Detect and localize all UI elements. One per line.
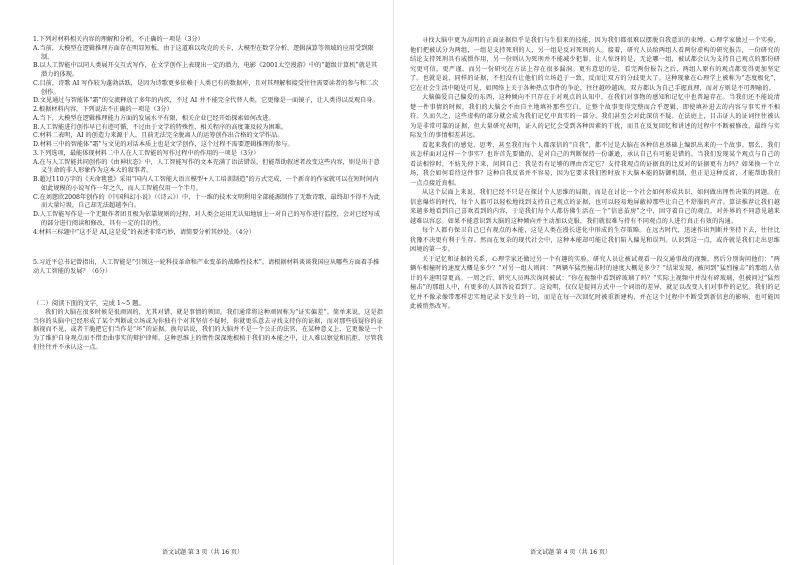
page-footer: 语文试题 第 4 页（共 16 页）: [530, 549, 611, 556]
question-5: [33, 259, 383, 277]
question-2: [33, 106, 383, 150]
option-b: B.超过110万字的《天命毯毯》采用“国内人工智能大语言模型+人工培训制造”的方式完成，一个新奇的作家就可以在短时间内如此规模的小说写作一年之久，而人工智能仅用一个半月。: [33, 176, 379, 192]
option-c: C.目前，诗歌 AI 写作较为蓬勃活跃，是因为诗歌更多依赖于人类已有的数据库，且对其理解和接受往往需要读者的参与和二次创作。: [33, 79, 379, 96]
option-a: A.在与人工智能共同创作的《由神状态》中，人工智能写作的文本充满了语法错误，但能帮助叙述者改变这些内容，则是出于意义生命的非人形象作为这本大的叙事者。: [33, 158, 380, 175]
reading-title: （二）阅读下面的文字，完成 1~5 题。: [33, 299, 145, 307]
question-3: [33, 150, 383, 229]
passage-paragraph: 看起来我们的感觉、思考，甚至我们每个人都深信的“自我”，都不过是大脑在各种信息基础上编织出来的一个故事。那么，我们该怎样面对这样一个事实？也许首先要做的，是对自己的判断保持一份谦逊，承认自己有可能是错的。当我们发现某个观点与自己的看法相悖时，不妨先停下来，问问自己：我是否有足够的理由否定它？支持我观点的证据真的比反对的证据更有力吗？如果换一个立场，我会如何看待这件事？这种自我反省并不容易，因为它要求我们暂时放下大脑本能的防御机制，但正是这种反省，才能帮助我们一点点接近真相。: [410, 141, 780, 187]
passage-column: [410, 36, 780, 312]
question-4: [33, 229, 383, 238]
passage-paragraph: 寻找大脑中更为高明的正面证据似乎是我们与生俱来的技能，因为我们都很难以摆脱自我意识的束缚。心理学家做过一个实验，他们把被试分为两组，一组是支持死刑的人，另一组是反对死刑的人。接着，研究人员给两组人看两份虚构的研究报告，一份研究的结论支持死刑具有威慑作用，另一份则认为死刑并不能减少犯罪。让人惊讶的是，无论哪一组，被试都会认为支持自己观点的那份研究更可信，更严谨，而另一份研究在方法上存在很多漏洞。更有意思的是，看完两份报告之后，两组人原有的观点都变得更加坚定了。也就是说，同样的证据，不但没有让他们的立场趋于一致，反而让双方的分歧更大了。这种现象在心理学上被称为“态度极化”，它在社会生活中随处可见，如网络上关于各种热点事件的争论，往往越吵越凶，双方都认为自己手握真理，而对方则是不可理喻的。: [410, 37, 780, 92]
option-a: A.当前，大模型在逻辑推理方面存在明显短板，由于这道难以攻克的关卡，大模型在数学分析、逻辑演算等领域的应用受到限制。: [33, 44, 374, 61]
question-stem: 2.根据材料内容，下列说法不正确的一项是（3分）: [33, 106, 173, 113]
question-1: [33, 36, 383, 106]
passage-paragraph: 关于记忆和证据的关系，心理学家还做过另一个有趣的实验。研究人员让被试观看一段交通事故的视频，然后分别询问他们：“两辆车相撞时的速度大概是多少？”对另一组人则问：“两辆车猛烈撞击时的速度大概是多少？”结果发现，被问到“猛烈撞击”的那组人估计的车速明显更高。一周之后，研究人员再次询问被试：“你在视频中看到碎玻璃了吗？”实际上视频中并没有碎玻璃，但被问过“猛烈撞击”的那组人中，有更多的人回答说看到了。这说明，仅仅是提问方式中一个词语的差异，就足以改变人们对事件的记忆。我们的记忆并不像录像带那样忠实地记录下发生的一切，而是在每一次回忆时被重新建构，并在这个过程中不断受到新信息的影响，也可能因此被悄然改写。: [410, 255, 780, 310]
option-d: D.材料三中的智能体“霜”与文见的对话本质上也是文学创作，这个过程不需要逻辑推理的参与。: [33, 141, 294, 148]
question-stem: 3.下列选项，最能体现材料二中人在人工智能的写作过程中的作用的一项是（3分）: [33, 149, 260, 157]
option-d: D.人工智能写作是一个无限作者团且极为依靠规则的过程，对人类会运用无认知地加上一对自己的写作进行监控，会对已经写成的部分进行阅读和修改，具有一定的目的性。: [33, 211, 381, 227]
option-c: C.材料二表明，AI 的创造力来源于人，且前无法完全脱离人的运筹创作出合格的文学作品。: [33, 132, 284, 140]
questions-column: [33, 36, 383, 353]
page-footer: 语文试题 第 3 页（共 16 页）: [162, 549, 243, 556]
reading-paragraph: 我们的大脑在很多时候是很顽固的，尤其对错，就是事情的领回。我们通常将这种顽固称为“证实偏差”。简单来说，这是指当你的头脑中已经形成了某个判断或立场或为你独有个对其坚信不疑时，你就更乐意去寻找支持你的证据，而对那些质疑你的证据视而不见、或者干脆把它们当作是“坏”的证据。换句话说，我们的大脑并不是一个公正的法官，在某种意义上，它更像是一个为了维护自身观点而不惜歪曲事实的辩护律师。这种思维上的惰性深深地根植于我们的本能之中，让人难以察觉和抗拒，尽管我们往往并不承认这一点。: [33, 308, 383, 352]
passage-paragraph: 每个人都有保卫自己已有观点的本能，这是人类在漫长进化中形成的生存策略。在远古时代，迅速作出判断并坚持下去，往往比犹豫不决更有利于生存。然而在复杂的现代社会中，这种本能却可能让我们陷入偏见和误判。认识到这一点，或许就是我们走出思维困境的第一步。: [410, 227, 780, 253]
left-page: [0, 0, 390, 565]
option-d: D.文见通过与智能体“霜”的交流释放了多年的内疚，不过 AI 并不能完全代替人类，它更像是一面镜子，让人类得以反观自身。: [33, 97, 379, 105]
page-gutter: [393, 0, 394, 565]
option-c: C.在刘慈欣2008年创作的《中国科幻小说》（《诗云》）中，十一维的技术文明利用全部能源制作了无数诗歌，最终却不得不为此而大量垃圾，自己却无法超越李白。: [33, 193, 381, 210]
option-b: B.以人工智能中以同人类展开交互式写作，在文学创作上表现出一定的潜力，电影《2001太空漫游》中的“超级计算机”就是其潜力的体现。: [33, 62, 378, 78]
question-stem: 4.材料三标题中“这不是 AI,这是爱”的表述非常巧妙，请简要分析其妙处。（4分）: [33, 228, 255, 236]
option-a: A.当下，大模型在逻辑推理能力方面的发展水平有限，相关企业已经开始探索如何改进。: [33, 114, 275, 122]
right-page: [398, 0, 794, 565]
passage-paragraph: 大脑偏爱自己偏爱的东西，这种倾向不只存在于对观点的认知中，在我们对事物的感知和记忆中也普遍存在。当我们还不能说清楚一件事情的时候，我们的大脑会不由自主地填补那些空白，让整个故事变得完整而合乎逻辑，即使填补进去的内容与事实并不相符。久而久之，这些虚构的部分就会成为我们记忆中真实的一部分，我们甚至会对此深信不疑。在法庭上，目击证人的证词往往被认为是非常可靠的证据，但大量研究表明，证人的记忆会受到各种因素的干扰，而且在反复回忆和讲述的过程中不断被修改，最终与实际发生的事情相差甚远。: [410, 94, 780, 139]
question-stem: 1.下列对材料相关内容的理解和分析，不正确的一项是（3分）: [33, 36, 204, 43]
passage-paragraph: 从这个层面上来说，我们已经不只是在探讨个人思维的局限，而是在讨论一个社会如何形成共识、如何做出理性决策的问题。在信息爆炸的时代，每个人都可以轻松地找到支持自己观点的证据，也可以轻易地屏蔽掉那些让自己不舒服的声音。算法推荐让我们越来越多地看到自己喜欢看到的内容，于是我们每个人都仿佛生活在一个“信息茧房”之中，固守着自己的观点，对外界的不同意见越来越难以容忍。如果不能意识到大脑的这种倾向并主动加以克服，我们就很难与持有不同观点的人进行真正有效的沟通。: [410, 189, 780, 225]
question-stem: 5.习近平总书记曾指出，人工智能是“引领这一轮科技革命和产业变革的战略性技术”。请根据材料谈谈我国应从哪些方面着手推动人工智能的发展？（6分）: [33, 259, 380, 275]
option-b: B.人工智能进行创作早已有迹可循，不过由于文学的特殊性，相关程序的高度兼及较为困难。: [33, 123, 288, 131]
reading-section: [33, 299, 383, 353]
